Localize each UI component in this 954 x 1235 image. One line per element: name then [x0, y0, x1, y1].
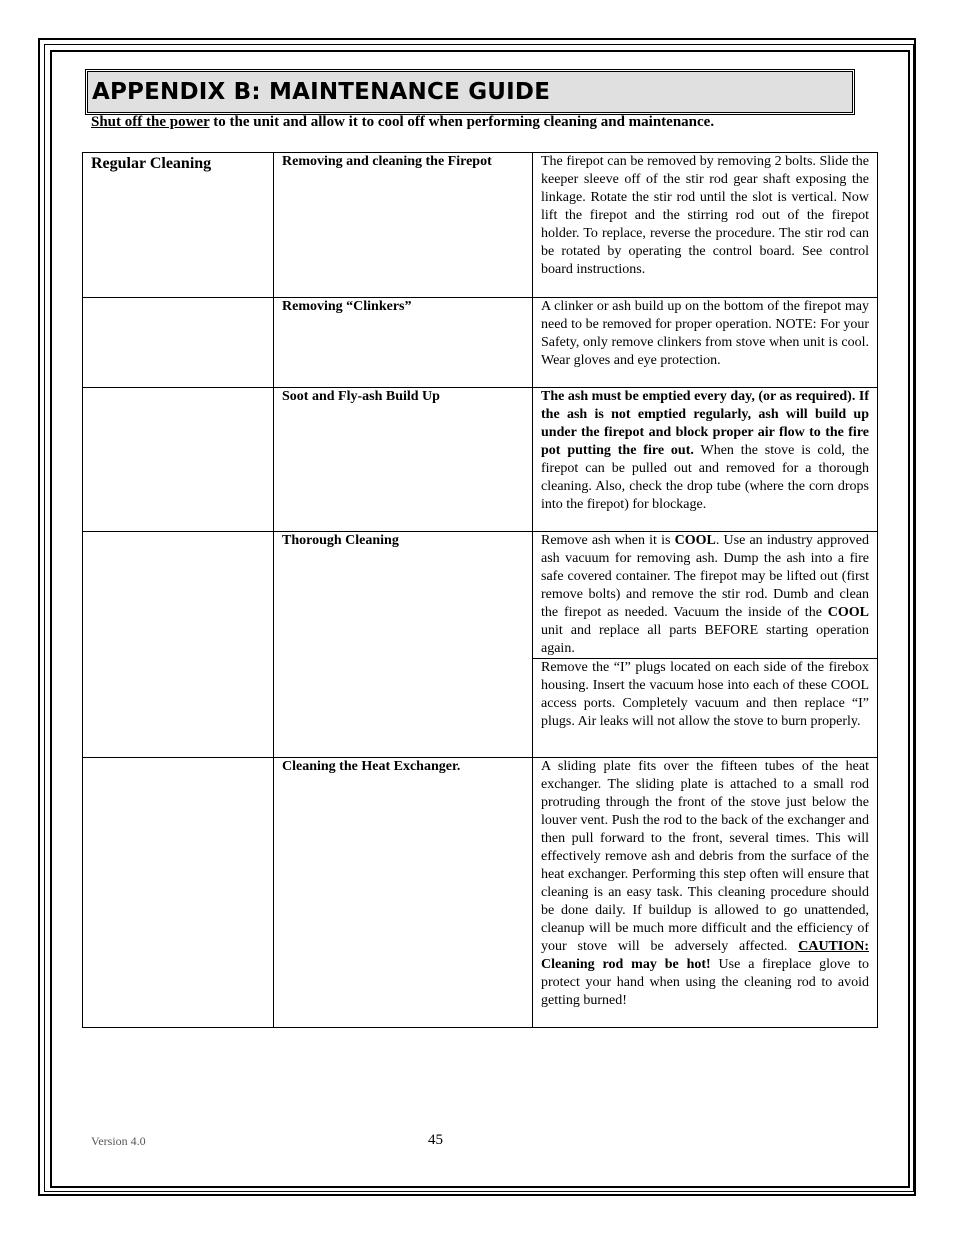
desc-part: Use a fireplace glove to protect your hand when using the cleaning rod to avoid getting burned! [541, 957, 869, 1008]
task-cell [274, 532, 533, 758]
task-label: Removing and cleaning the Firepot [282, 154, 492, 169]
ash-warning-rest: When the stove is cold, the firepot can be pulled out and removed for a thorough cleaning. Also, check the drop tube (where the corn drops into the firepot) for blockage. [541, 443, 870, 512]
task-label: Soot and Fly-ash Build Up [282, 389, 440, 404]
title-box [87, 71, 853, 113]
description-cell [533, 758, 878, 1028]
task-label: Cleaning the Heat Exchanger. [282, 759, 461, 774]
category-label: Regular Cleaning [91, 155, 212, 172]
cool-emphasis: COOL [674, 533, 716, 548]
task-cell [274, 153, 533, 298]
category-cell [83, 532, 274, 758]
task-label: Removing “Clinkers” [282, 299, 412, 314]
task-description [533, 758, 877, 1010]
table-row [83, 153, 878, 298]
category-cell [83, 388, 274, 532]
table-row [83, 758, 878, 1028]
task-cell [274, 758, 533, 1028]
description-cell [533, 388, 878, 532]
task-description: The firepot can be removed by removing 2 bolts. Slide the keeper sleeve off of the stir rod gear shaft exposing the linkage. Rotate the stir rod until the slot is vertical. Now lift the firepot and the stirring rod out of the firepot holder. To replace, reverse the procedure. The stir rod can be rotated by operating the control board. See control board instructions. [541, 154, 869, 277]
task-description-continued: Remove the “I” plugs located on each side of the firebox housing. Insert the vacuum hose into each of these COOL access ports. Completely vacuum and then replace “I” plugs. Air leaks will not allow the stove to burn properly. [541, 660, 869, 729]
task-description [533, 532, 877, 658]
caution-text: Cleaning rod may be hot! [541, 957, 711, 972]
description-cell [533, 153, 878, 298]
page-number: 45 [428, 1132, 443, 1148]
desc-part: Remove ash when it is [541, 533, 675, 548]
description-cell [533, 298, 878, 388]
description-cell [533, 532, 878, 758]
ash-warning-bold: The ash must be emptied every day, (or as required). If the ash is not emptied regularly, ash will build up under the firepot and block proper air flow to the fire pot putting the fire out. [541, 389, 869, 458]
desc-part: A sliding plate fits over the fifteen tubes of the heat exchanger. The sliding plate is attached to a small rod protruding through the front of the stove just below the louver vent. Push the rod to the back of the exchanger and then pull forward to the front, several times. This will effectively remove ash and debris from the surface of the heat exchanger. Performing this step often will ensure that cleaning is an easy task. This cleaning procedure should be done daily. If buildup is allowed to go unattended, cleanup will be much more difficult and the efficiency of your stove will be adversely affected. [541, 759, 869, 954]
cool-emphasis: COOL [827, 605, 869, 620]
table-row [83, 388, 878, 532]
version-label: Version 4.0 [91, 1134, 146, 1148]
task-cell [274, 298, 533, 388]
maintenance-table [82, 152, 878, 1028]
warning-text: to the unit and allow it to cool off when performing cleaning and maintenance. [209, 114, 715, 130]
task-description: A clinker or ash build up on the bottom of the firepot may need to be removed for proper operation. NOTE: For your Safety, only remove clinkers from stove when unit is cool. Wear gloves and eye protection. [541, 299, 869, 368]
page-title: APPENDIX B: MAINTENANCE GUIDE [92, 79, 551, 105]
desc-part: unit and replace all parts BEFORE starting operation again. [541, 623, 869, 656]
caution-label: CAUTION: [798, 939, 869, 954]
task-label: Thorough Cleaning [282, 533, 399, 548]
desc-part: . Use an industry approved ash vacuum for removing ash. Dump the ash into a fire safe covered container. The firepot may be lifted out (first remove bolts) and remove the stir rod. Dumb and clean the firepot as needed. Vacuum the inside of the [541, 533, 870, 620]
task-cell [274, 388, 533, 532]
task-description [533, 388, 877, 514]
category-cell [83, 298, 274, 388]
table-row [83, 298, 878, 388]
category-cell [83, 153, 274, 298]
table-row [83, 532, 878, 758]
safety-warning [91, 114, 851, 131]
warning-underlined: Shut off the power [91, 114, 210, 130]
category-cell [83, 758, 274, 1028]
